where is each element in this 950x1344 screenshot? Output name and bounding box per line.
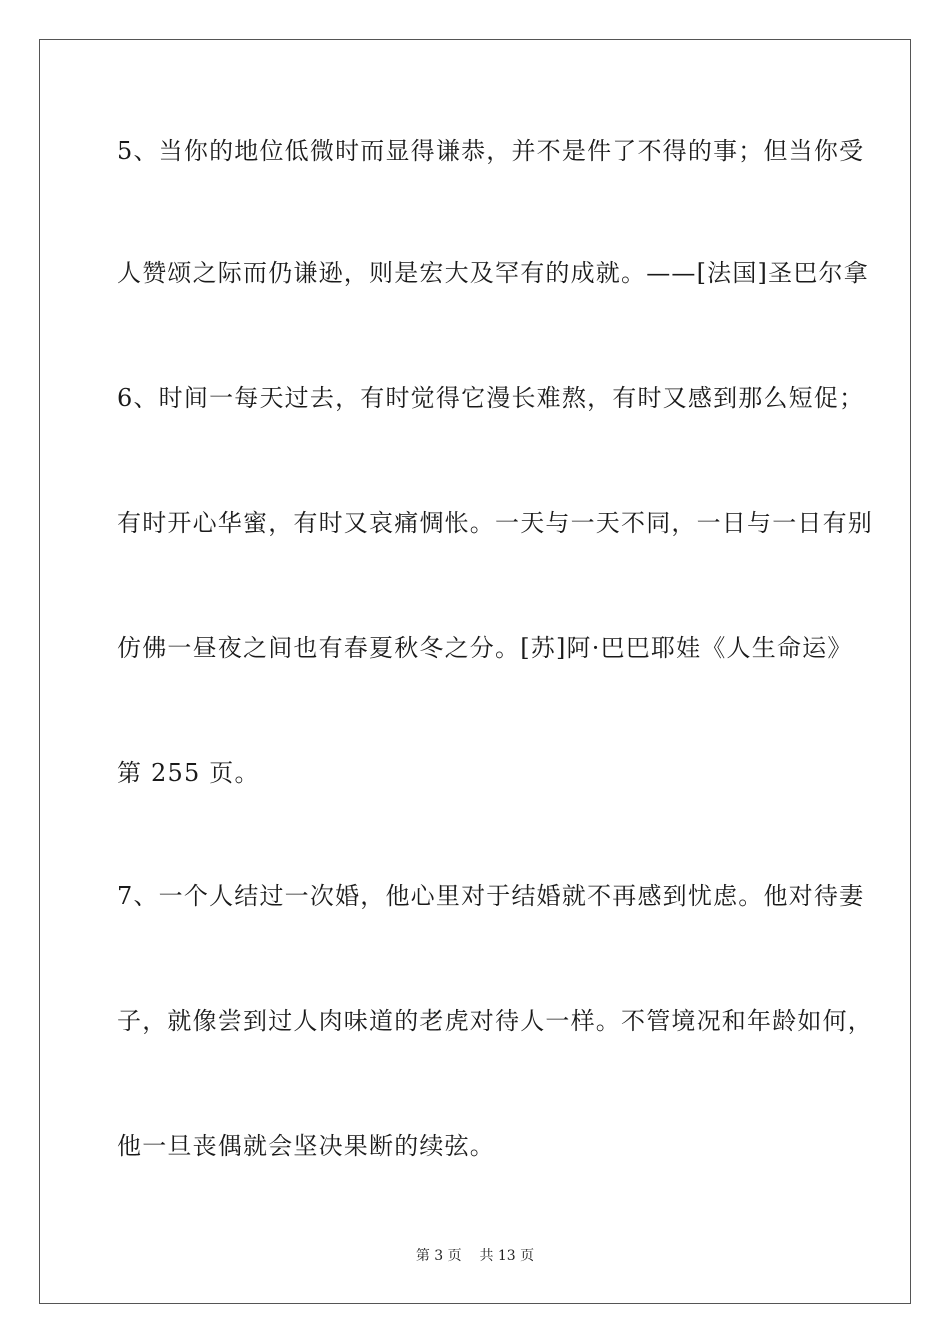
text-line: 仿佛一昼夜之间也有春夏秋冬之分。[苏]阿·巴巴耶娃《人生命运》 bbox=[117, 634, 853, 662]
text-line: 人赞颂之际而仍谦逊，则是宏大及罕有的成就。——[法国]圣巴尔拿 bbox=[117, 259, 869, 287]
text-line: 子，就像尝到过人肉味道的老虎对待人一样。不管境况和年龄如何， bbox=[117, 1007, 873, 1035]
text-line: 6、时间一每天过去，有时觉得它漫长难熬，有时又感到那么短促； bbox=[117, 384, 865, 412]
text-line: 他一旦丧偶就会坚决果断的续弦。 bbox=[117, 1132, 495, 1160]
text-line: 7、一个人结过一次婚，他心里对于结婚就不再感到忧虑。他对待妻 bbox=[117, 882, 865, 910]
text-line: 第 255 页。 bbox=[117, 759, 260, 787]
text-line: 5、当你的地位低微时而显得谦恭，并不是件了不得的事；但当你受 bbox=[117, 137, 865, 165]
page-total: 共 13 页 bbox=[479, 1248, 535, 1264]
page-footer bbox=[0, 1247, 950, 1265]
page-border bbox=[39, 39, 911, 1304]
page-number: 第 3 页 bbox=[415, 1248, 462, 1264]
text-line: 有时开心华蜜，有时又哀痛惆怅。一天与一天不同，一日与一日有别 bbox=[117, 509, 873, 537]
